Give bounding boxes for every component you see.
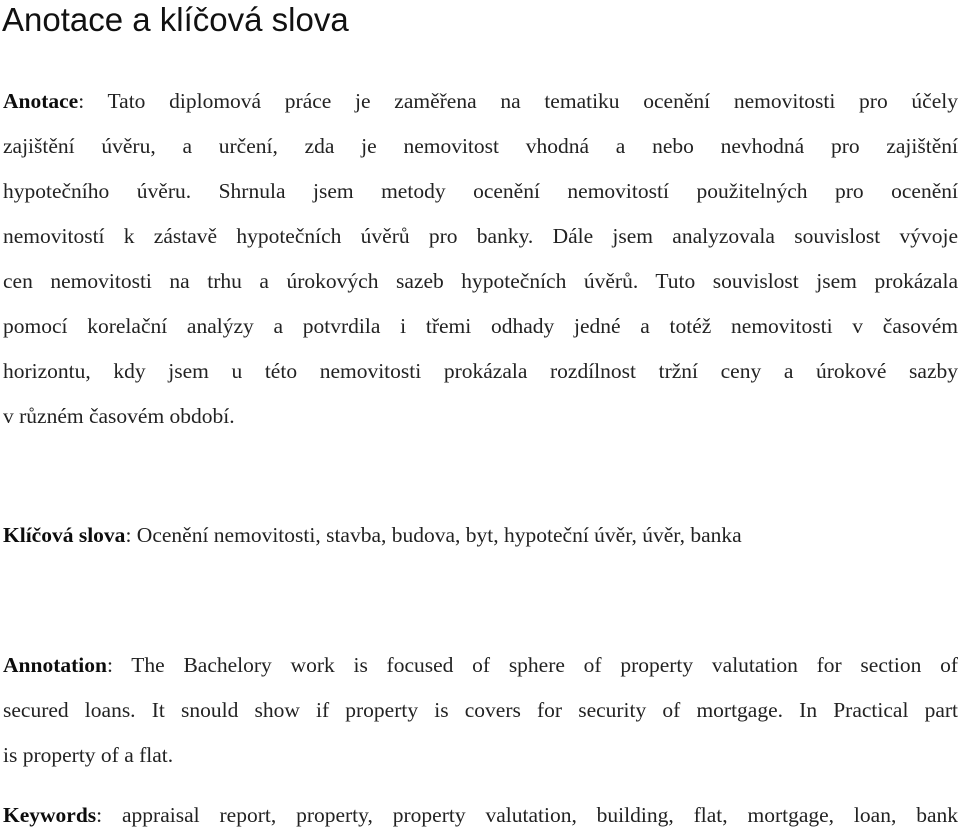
abstract-en-line: secured loans. It snould show if property is covers for security of mortgage. In Practical part xyxy=(3,698,958,722)
keywords-cz-paragraph xyxy=(3,513,958,558)
keywords-cz-separator: : xyxy=(125,523,137,547)
keywords-en-separator: : xyxy=(96,803,123,827)
abstract-en-line xyxy=(3,643,958,688)
abstract-cz-label: Anotace xyxy=(3,89,79,113)
keywords-cz-text: Ocenění nemovitosti, stavba, budova, byt, hypoteční úvěr, úvěr, banka xyxy=(136,523,742,547)
keywords-cz-line xyxy=(3,513,958,558)
keywords-en-label: Keywords xyxy=(3,803,97,827)
abstract-cz-line: zajištění úvěru, a určení, zda je nemovitost vhodná a nebo nevhodná pro zajištění xyxy=(3,134,958,158)
keywords-en-text: appraisal report, property, property valutation, building, flat, mortgage, loan, bank xyxy=(122,803,958,827)
abstract-cz-line: cen nemovitosti na trhu a úrokových sazeb hypotečních úvěrů. Tuto souvislost jsem prokázala xyxy=(3,269,958,293)
abstract-cz-line: horizontu, kdy jsem u této nemovitosti prokázala rozdílnost tržní ceny a úrokové sazby xyxy=(3,359,958,383)
abstract-en-paragraph xyxy=(3,643,958,778)
abstract-cz-line-text: Tato diplomová práce je zaměřena na tematiku ocenění nemovitosti pro účely xyxy=(107,89,958,113)
abstract-en-separator: : xyxy=(106,653,132,677)
page-title: Anotace a klíčová slova xyxy=(2,1,349,38)
abstract-cz-line xyxy=(3,79,958,124)
keywords-cz-label: Klíčová slova xyxy=(3,523,126,547)
abstract-cz-line: v různém časovém období. xyxy=(3,404,235,428)
abstract-cz-separator: : xyxy=(78,89,108,113)
keywords-en-paragraph xyxy=(3,793,958,838)
abstract-cz-line: pomocí korelační analýzy a potvrdila i třemi odhady jedné a totéž nemovitosti v časovém xyxy=(3,314,958,338)
abstract-en-line: is property of a flat. xyxy=(3,743,174,767)
abstract-cz-line: hypotečního úvěru. Shrnula jsem metody ocenění nemovitostí použitelných pro ocenění xyxy=(3,179,958,203)
abstract-cz-paragraph xyxy=(3,79,958,439)
keywords-en-line xyxy=(3,793,958,838)
abstract-cz-line: nemovitostí k zástavě hypotečních úvěrů pro banky. Dále jsem analyzovala souvislost vývoje xyxy=(3,224,958,248)
abstract-en-label: Annotation xyxy=(3,653,107,677)
abstract-en-line-text: The Bachelory work is focused of sphere of property valutation for section of xyxy=(131,653,958,677)
